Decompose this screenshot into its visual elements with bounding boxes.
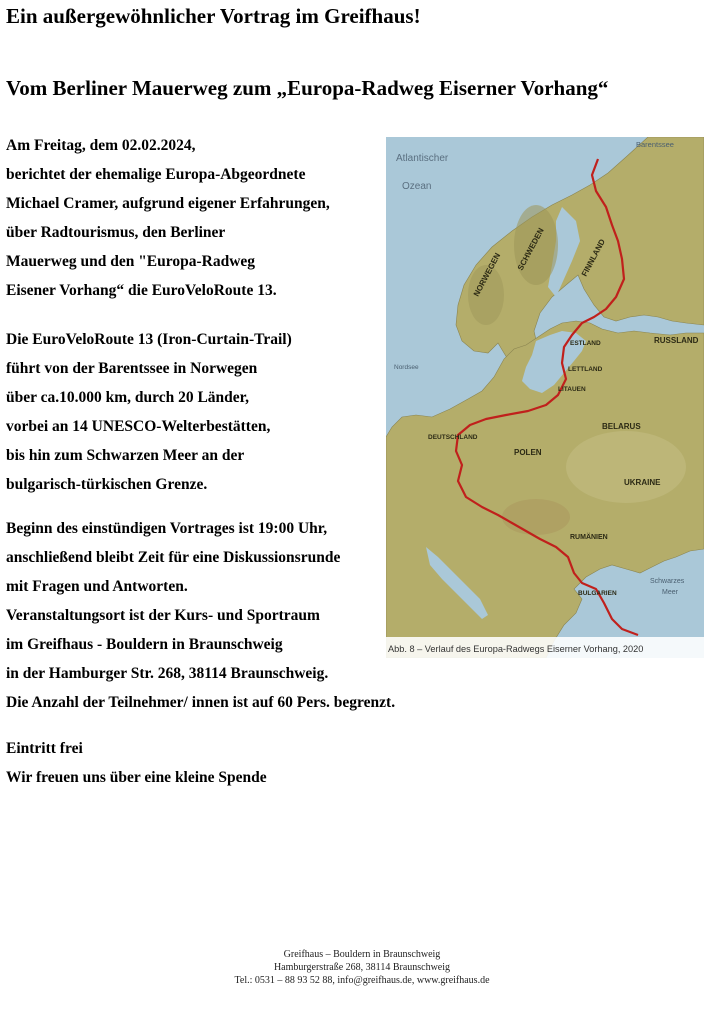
- label-atlantic: Atlantischer: [396, 153, 449, 164]
- text-line: Beginn des einstündigen Vortrages ist 19:00 Uhr,: [6, 520, 328, 537]
- route-paragraph: [6, 325, 292, 499]
- label-bulgarien: BULGARIEN: [578, 590, 617, 597]
- map-caption: Abb. 8 – Verlauf des Europa-Radwegs Eiserner Vorhang, 2020: [388, 644, 644, 654]
- route-map-graphic: [386, 137, 704, 658]
- footer-name: Greifhaus – Bouldern in Braunschweig: [283, 949, 441, 960]
- event-paragraph: [6, 514, 395, 717]
- label-rumaenien: RUMÄNIEN: [570, 534, 608, 541]
- label-nordsee: Nordsee: [394, 364, 419, 371]
- footer-address: Hamburgerstraße 268, 38114 Braunschweig: [273, 962, 451, 973]
- label-estland: ESTLAND: [570, 340, 601, 347]
- text-line: anschließend bleibt Zeit für eine Diskussionsrunde: [6, 549, 341, 566]
- text-line: Wir freuen uns über eine kleine Spende: [6, 769, 267, 786]
- label-barentssee: Barentssee: [636, 140, 674, 149]
- label-schwarzes: Schwarzes: [650, 578, 685, 585]
- text-line: mit Fragen und Antworten.: [6, 578, 188, 595]
- label-deutschland: DEUTSCHLAND: [428, 434, 478, 441]
- footer-contact: Tel.: 0531 – 88 93 52 88, info@greifhaus.de, www.greifhaus.de: [234, 975, 490, 986]
- label-ukraine: UKRAINE: [624, 478, 661, 487]
- terrain-shade: [502, 499, 570, 535]
- text-line: Eintritt frei: [6, 740, 83, 757]
- label-meer: Meer: [662, 589, 678, 596]
- text-line: Die Anzahl der Teilnehmer/ innen ist auf 60 Pers. begrenzt.: [6, 694, 396, 711]
- label-belarus: BELARUS: [602, 422, 641, 431]
- text-line: Eisener Vorhang“ die EuroVeloRoute 13.: [6, 282, 277, 299]
- label-polen: POLEN: [514, 448, 542, 457]
- text-line: vorbei an 14 UNESCO-Welterbestätten,: [6, 418, 271, 435]
- route-map: [386, 137, 704, 658]
- text-line: in der Hamburger Str. 268, 38114 Braunschweig.: [6, 665, 329, 682]
- label-russland: RUSSLAND: [654, 336, 699, 345]
- label-finnland: FINNLAND: [579, 237, 607, 278]
- text-line: Mauerweg und den "Europa-Radweg: [6, 253, 256, 270]
- text-line: Michael Cramer, aufgrund eigener Erfahrungen,: [6, 195, 330, 212]
- page-title: Ein außergewöhnlicher Vortrag im Greifhaus!: [6, 4, 421, 28]
- label-litauen: LITAUEN: [558, 386, 586, 393]
- intro-paragraph: [6, 131, 330, 305]
- text-line: berichtet der ehemalige Europa-Abgeordnete: [6, 166, 306, 183]
- footer: [0, 948, 724, 987]
- text-line: Am Freitag, dem 02.02.2024,: [6, 137, 196, 154]
- text-line: im Greifhaus - Bouldern in Braunschweig: [6, 636, 283, 653]
- label-schweden: SCHWEDEN: [515, 226, 546, 272]
- label-norwegen: NORWEGEN: [471, 251, 503, 298]
- label-lettland: LETTLAND: [568, 366, 603, 373]
- text-line: Die EuroVeloRoute 13 (Iron-Curtain-Trail): [6, 331, 292, 348]
- text-line: führt von der Barentssee in Norwegen: [6, 360, 258, 377]
- text-line: über ca.10.000 km, durch 20 Länder,: [6, 389, 250, 406]
- text-line: über Radtourismus, den Berliner: [6, 224, 226, 241]
- text-line: bis hin zum Schwarzen Meer an der: [6, 447, 245, 464]
- text-line: bulgarisch-türkischen Grenze.: [6, 476, 208, 493]
- text-line: Veranstaltungsort ist der Kurs- und Sportraum: [6, 607, 320, 624]
- terrain-shade: [566, 431, 686, 503]
- page-subtitle: Vom Berliner Mauerweg zum „Europa-Radweg Eiserner Vorhang“: [6, 76, 609, 100]
- closing-paragraph: [6, 734, 267, 792]
- label-ocean: Ozean: [402, 181, 432, 192]
